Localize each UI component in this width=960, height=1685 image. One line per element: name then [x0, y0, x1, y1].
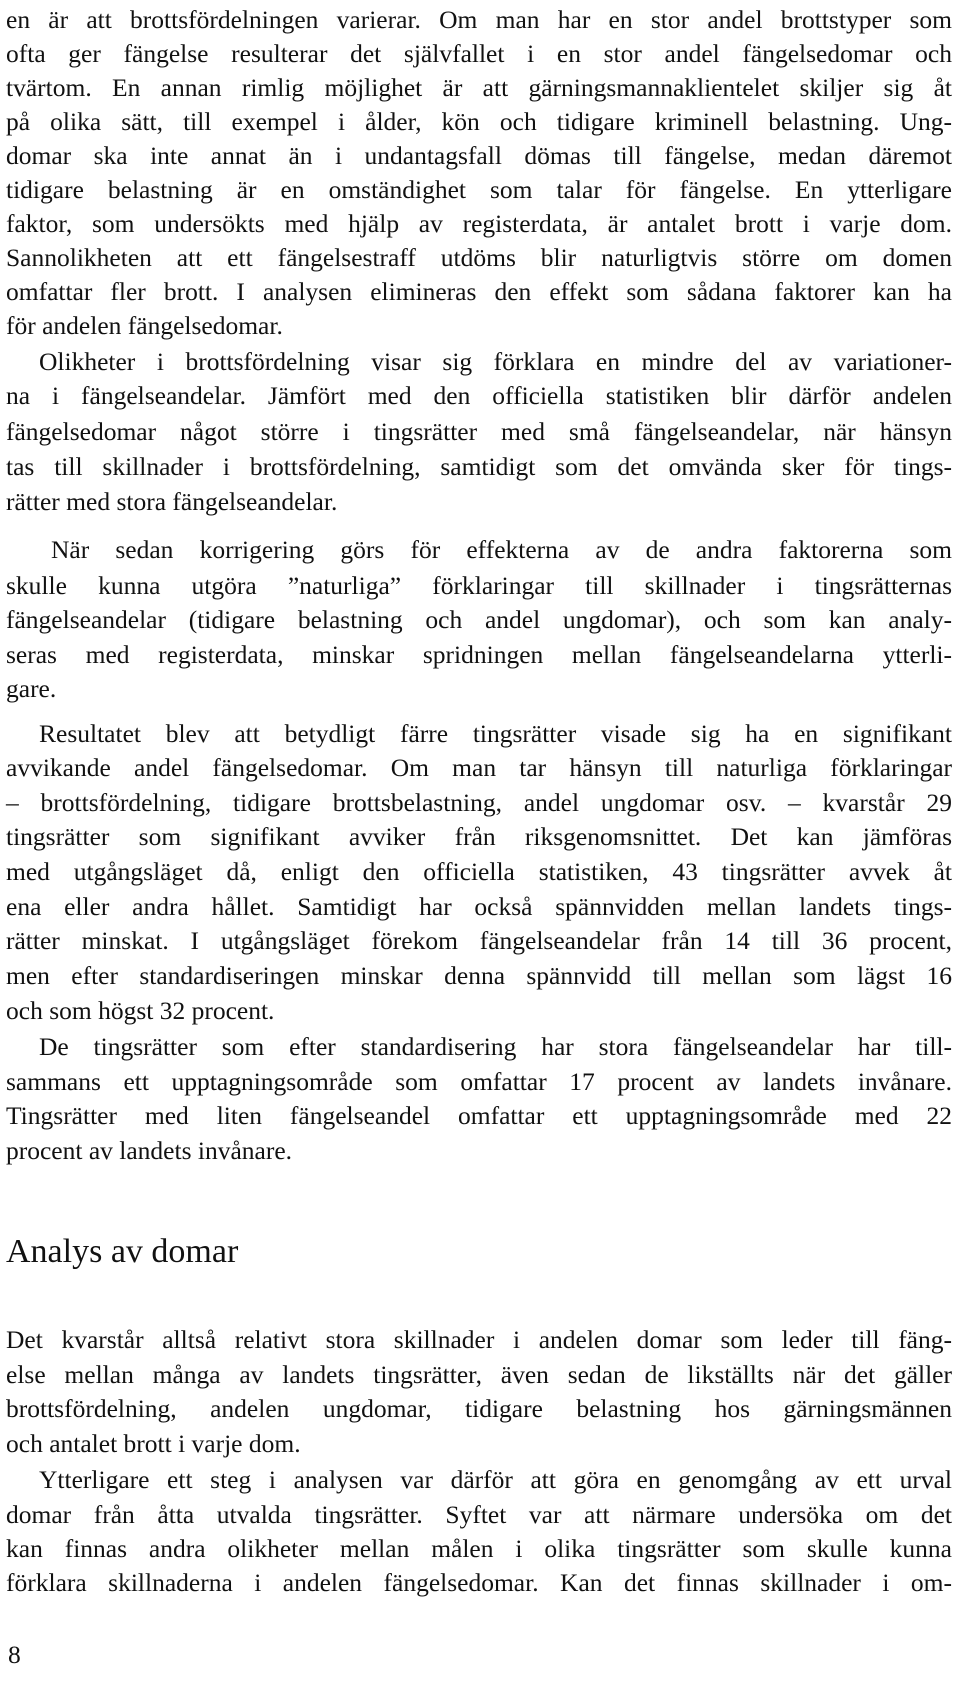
- text-line: domar från åtta utvalda tingsrätter. Syftet var att närmare undersöka om det: [6, 1500, 952, 1529]
- text-line: gare.: [6, 674, 57, 703]
- text-line: men efter standardiseringen minskar denna spännvidd till mellan som lägst 16: [6, 961, 952, 990]
- text-line: faktor, som undersökts med hjälp av registerdata, är antalet brott i varje dom.: [6, 209, 952, 238]
- text-line: seras med registerdata, minskar spridningen mellan fängelseandelarna ytterli-: [6, 640, 952, 669]
- text-line: rätter med stora fängelseandelar.: [6, 487, 338, 516]
- text-line: avvikande andel fängelsedomar. Om man tar hänsyn till naturliga förklaringar: [6, 753, 952, 782]
- text-line: skulle kunna utgöra ”naturliga” förklaringar till skillnader i tingsrätternas: [6, 571, 952, 600]
- text-line: domar ska inte annat än i undantagsfall dömas till fängelse, medan däremot: [6, 141, 952, 170]
- text-line: procent av landets invånare.: [6, 1136, 293, 1165]
- text-line: brottsfördelning, andelen ungdomar, tidigare belastning hos gärningsmännen: [6, 1394, 952, 1423]
- text-line: för andelen fängelsedomar.: [6, 311, 283, 340]
- text-line: Det kvarstår alltså relativt stora skillnader i andelen domar som leder till fäng-: [6, 1325, 952, 1354]
- text-line: omfattar fler brott. I analysen elimineras den effekt som sådana faktorer kan ha: [6, 277, 952, 306]
- text-line: Tingsrätter med liten fängelseandel omfattar ett upptagningsområde med 22: [6, 1101, 952, 1130]
- text-line: och som högst 32 procent.: [6, 996, 275, 1025]
- text-line: tvärtom. En annan rimlig möjlighet är att gärningsmannaklientelet skiljer sig åt: [6, 73, 952, 102]
- text-line: sammans ett upptagningsområde som omfattar 17 procent av landets invånare.: [6, 1067, 952, 1096]
- section-heading: Analys av domar: [6, 1233, 239, 1270]
- page-number: 8: [8, 1640, 21, 1669]
- text-line: kan finnas andra olikheter mellan målen i olika tingsrätter som skulle kunna: [6, 1534, 952, 1563]
- text-line: en är att brottsfördelningen varierar. Om man har en stor andel brottstyper som: [6, 5, 952, 34]
- text-line: na i fängelseandelar. Jämfört med den officiella statistiken blir därför andelen: [6, 381, 952, 410]
- text-line: fängelsedomar något större i tingsrätter med små fängelseandelar, när hänsyn: [6, 417, 952, 446]
- text-line: När sedan korrigering görs för effekterna av de andra faktorerna som: [51, 535, 952, 564]
- text-line: ofta ger fängelse resulterar det självfallet i en stor andel fängelsedomar och: [6, 39, 952, 68]
- text-line: fängelseandelar (tidigare belastning och andel ungdomar), och som kan analy-: [6, 605, 952, 634]
- text-line: Olikheter i brottsfördelning visar sig förklara en mindre del av variationer-: [39, 347, 952, 376]
- text-line: Sannolikheten att ett fängelsestraff utdöms blir naturligtvis större om domen: [6, 243, 952, 272]
- text-line: ena eller andra hållet. Samtidigt har också spännvidden mellan landets tings-: [6, 892, 952, 921]
- text-line: och antalet brott i varje dom.: [6, 1429, 301, 1458]
- text-line: Ytterligare ett steg i analysen var därför att göra en genomgång av ett urval: [39, 1465, 952, 1494]
- text-line: på olika sätt, till exempel i ålder, kön och tidigare kriminell belastning. Ung-: [6, 107, 952, 136]
- text-line: De tingsrätter som efter standardisering har stora fängelseandelar har till-: [39, 1032, 952, 1061]
- text-line: tingsrätter som signifikant avviker från riksgenomsnittet. Det kan jämföras: [6, 822, 952, 851]
- text-line: – brottsfördelning, tidigare brottsbelastning, andel ungdomar osv. – kvarstår 29: [6, 788, 952, 817]
- text-line: Resultatet blev att betydligt färre tingsrätter visade sig ha en signifikant: [39, 719, 952, 748]
- text-line: med utgångsläget då, enligt den officiella statistiken, 43 tingsrätter avvek åt: [6, 857, 952, 886]
- text-line: tas till skillnader i brottsfördelning, samtidigt som det omvända sker för tings-: [6, 452, 952, 481]
- text-line: rätter minskat. I utgångsläget förekom fängelseandelar från 14 till 36 procent,: [6, 926, 952, 955]
- text-line: förklara skillnaderna i andelen fängelsedomar. Kan det finnas skillnader i om-: [6, 1568, 952, 1597]
- text-line: tidigare belastning är en omständighet som talar för fängelse. En ytterligare: [6, 175, 952, 204]
- text-line: else mellan många av landets tingsrätter, även sedan de likställts när det gäller: [6, 1360, 952, 1389]
